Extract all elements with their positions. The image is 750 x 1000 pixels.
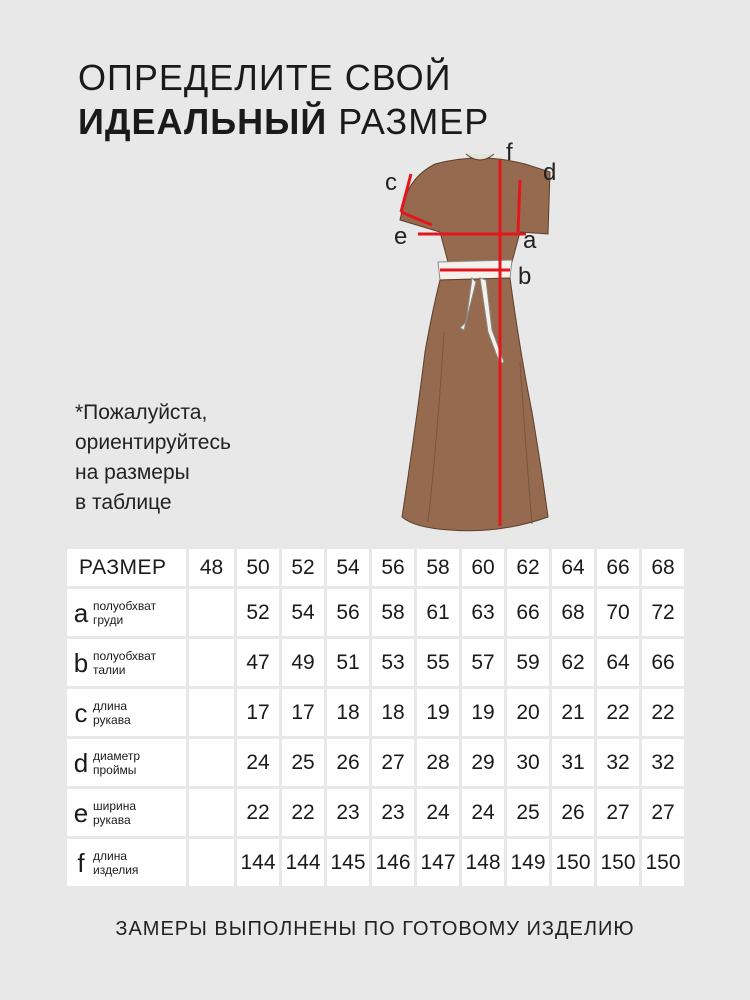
- measurement-value-cell: 149: [507, 839, 549, 886]
- measurement-label-cell: [67, 639, 186, 686]
- measurement-value-cell: 64: [597, 639, 639, 686]
- dress-diagram: [380, 132, 580, 532]
- measurement-label: [67, 849, 186, 877]
- measurement-description-line-2: проймы: [93, 762, 137, 777]
- size-header-cell: 62: [507, 549, 549, 586]
- footer-note: ЗАМЕРЫ ВЫПОЛНЕНЫ ПО ГОТОВОМУ ИЗДЕЛИЮ: [115, 918, 635, 940]
- measurement-row: [67, 689, 684, 736]
- measurement-description-line-2: рукава: [93, 812, 131, 827]
- measurement-value-cell: 66: [642, 639, 684, 686]
- measurement-row: [67, 839, 684, 886]
- measurement-value-cell: 57: [462, 639, 504, 686]
- measurement-value-cell: [189, 689, 234, 736]
- measurement-value-cell: 49: [282, 639, 324, 686]
- measurement-label: [67, 799, 186, 827]
- size-header-cell: 68: [642, 549, 684, 586]
- measure-line-d: [518, 180, 520, 232]
- size-table-body: [67, 549, 684, 886]
- measurement-description: [93, 749, 140, 777]
- measurement-row: [67, 739, 684, 786]
- measure-label-a: a: [523, 227, 537, 254]
- measurement-label: [67, 749, 186, 777]
- measurement-value-cell: 22: [282, 789, 324, 836]
- page-title: [78, 56, 489, 144]
- size-header-label: РАЗМЕР: [67, 549, 186, 586]
- measurement-value-cell: 24: [417, 789, 459, 836]
- measurement-value-cell: 19: [462, 689, 504, 736]
- measurement-value-cell: 72: [642, 589, 684, 636]
- measurement-value-cell: 19: [417, 689, 459, 736]
- measurement-row: [67, 789, 684, 836]
- measurement-value-cell: [189, 639, 234, 686]
- measurement-value-cell: 17: [237, 689, 279, 736]
- note-line-3: на размеры: [75, 461, 190, 484]
- measurement-value-cell: 56: [327, 589, 369, 636]
- size-header-cell: 50: [237, 549, 279, 586]
- measurement-value-cell: 22: [597, 689, 639, 736]
- measurement-value-cell: 26: [327, 739, 369, 786]
- measurement-value-cell: 22: [237, 789, 279, 836]
- measurement-description: [93, 649, 156, 677]
- measurement-value-cell: 32: [597, 739, 639, 786]
- measurement-value-cell: [189, 739, 234, 786]
- measurement-value-cell: 55: [417, 639, 459, 686]
- measurement-description-line-2: талии: [93, 662, 126, 677]
- size-header-cell: 66: [597, 549, 639, 586]
- measurement-value-cell: 53: [372, 639, 414, 686]
- size-header-cell: 56: [372, 549, 414, 586]
- measurement-description: [93, 799, 136, 827]
- measurement-value-cell: 31: [552, 739, 594, 786]
- measurement-row: [67, 589, 684, 636]
- measurement-label-cell: [67, 589, 186, 636]
- size-header-cell: 48: [189, 549, 234, 586]
- measurement-value-cell: 58: [372, 589, 414, 636]
- measurement-value-cell: 21: [552, 689, 594, 736]
- measurement-description: [93, 599, 156, 627]
- measurement-description-line-2: груди: [93, 612, 124, 627]
- measure-label-e: e: [394, 223, 408, 250]
- measurement-value-cell: 17: [282, 689, 324, 736]
- measurement-description-line-1: полуобхват: [93, 648, 157, 663]
- size-header-cell: 60: [462, 549, 504, 586]
- size-header-cell: 52: [282, 549, 324, 586]
- dress-illustration: [380, 132, 580, 532]
- measurement-letter: c: [74, 697, 88, 728]
- size-table: [64, 546, 687, 889]
- measurement-value-cell: 54: [282, 589, 324, 636]
- measurement-description-line-1: ширина: [93, 798, 137, 813]
- measurement-description-line-1: длина: [93, 848, 128, 863]
- measurement-value-cell: 51: [327, 639, 369, 686]
- measurement-value-cell: 22: [642, 689, 684, 736]
- measurement-value-cell: 59: [507, 639, 549, 686]
- measurement-description: [93, 699, 131, 727]
- dress-skirt: [402, 278, 548, 531]
- size-header-cell: 64: [552, 549, 594, 586]
- measure-label-f: f: [506, 139, 513, 166]
- measurement-value-cell: 70: [597, 589, 639, 636]
- measurement-value-cell: 23: [327, 789, 369, 836]
- measurement-value-cell: 146: [372, 839, 414, 886]
- measurement-label: [67, 599, 186, 627]
- measure-label-c: c: [385, 169, 397, 196]
- measurement-value-cell: 29: [462, 739, 504, 786]
- measurement-label-cell: [67, 689, 186, 736]
- measurement-value-cell: 24: [237, 739, 279, 786]
- size-note: [75, 398, 231, 518]
- measure-label-d: d: [543, 159, 557, 186]
- measurement-description-line-2: изделия: [93, 862, 139, 877]
- measurement-description-line-1: длина: [93, 698, 128, 713]
- title-bold-word: ИДЕАЛЬНЫЙ: [78, 101, 328, 142]
- measurement-value-cell: 20: [507, 689, 549, 736]
- measurement-value-cell: 23: [372, 789, 414, 836]
- measurement-row: [67, 639, 684, 686]
- measurement-value-cell: 145: [327, 839, 369, 886]
- measurement-value-cell: 148: [462, 839, 504, 886]
- size-header-row: [67, 549, 684, 586]
- measurement-value-cell: 147: [417, 839, 459, 886]
- measurement-value-cell: 27: [642, 789, 684, 836]
- measurement-value-cell: 25: [282, 739, 324, 786]
- size-header-cell: 58: [417, 549, 459, 586]
- measurement-value-cell: 27: [597, 789, 639, 836]
- measurement-value-cell: 52: [237, 589, 279, 636]
- measurement-value-cell: 18: [327, 689, 369, 736]
- measurement-label-cell: [67, 739, 186, 786]
- measurement-value-cell: 27: [372, 739, 414, 786]
- measurement-value-cell: 18: [372, 689, 414, 736]
- measurement-letter: e: [73, 797, 89, 828]
- measurement-value-cell: 144: [237, 839, 279, 886]
- measurement-value-cell: 150: [552, 839, 594, 886]
- measurement-value-cell: 150: [642, 839, 684, 886]
- measurement-letter: d: [73, 747, 89, 778]
- measurement-value-cell: 24: [462, 789, 504, 836]
- measurement-value-cell: 150: [597, 839, 639, 886]
- measurement-label: [67, 649, 186, 677]
- measurement-value-cell: 66: [507, 589, 549, 636]
- title-rest-word: РАЗМЕР: [338, 101, 490, 142]
- measurement-letter: b: [73, 647, 89, 678]
- measurement-label: [67, 699, 186, 727]
- measurement-letter: f: [77, 847, 85, 878]
- measurement-value-cell: [189, 789, 234, 836]
- measurement-value-cell: 26: [552, 789, 594, 836]
- note-line-1: *Пожалуйста,: [75, 401, 208, 424]
- measurement-value-cell: [189, 839, 234, 886]
- measurement-letter: a: [73, 597, 89, 628]
- measurement-value-cell: 63: [462, 589, 504, 636]
- measurement-value-cell: [189, 589, 234, 636]
- measurement-value-cell: 25: [507, 789, 549, 836]
- measurement-value-cell: 61: [417, 589, 459, 636]
- measurement-value-cell: 144: [282, 839, 324, 886]
- measurement-value-cell: 47: [237, 639, 279, 686]
- measurement-description-line-2: рукава: [93, 712, 131, 727]
- measurement-value-cell: 32: [642, 739, 684, 786]
- measurement-description: [93, 849, 138, 877]
- measurement-value-cell: 62: [552, 639, 594, 686]
- measurement-value-cell: 28: [417, 739, 459, 786]
- size-header-cell: 54: [327, 549, 369, 586]
- measurement-description-line-1: полуобхват: [93, 598, 157, 613]
- measurement-value-cell: 68: [552, 589, 594, 636]
- note-line-2: ориентируйтесь: [75, 431, 231, 454]
- measurement-value-cell: 30: [507, 739, 549, 786]
- measurement-label-cell: [67, 839, 186, 886]
- measurement-description-line-1: диаметр: [93, 748, 141, 763]
- note-line-4: в таблице: [75, 491, 172, 514]
- measure-label-b: b: [518, 263, 532, 290]
- title-line-1: ОПРЕДЕЛИТЕ СВОЙ: [78, 57, 452, 98]
- measurement-label-cell: [67, 789, 186, 836]
